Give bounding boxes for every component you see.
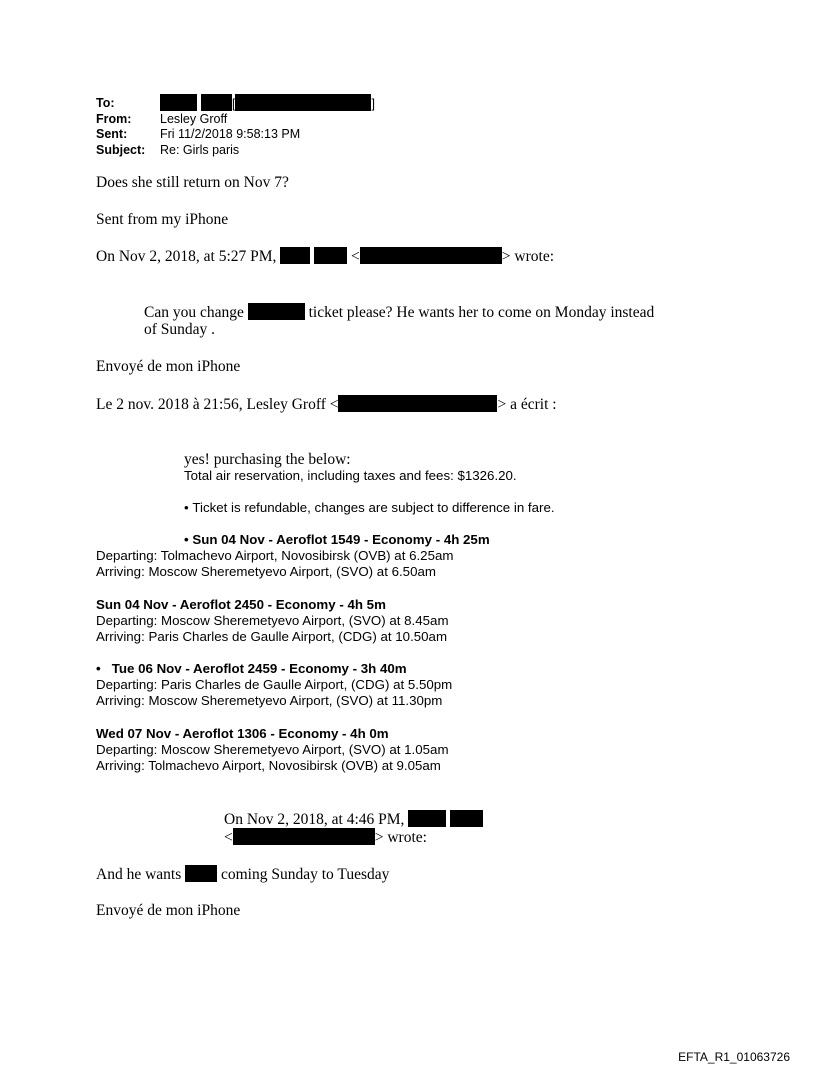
quote-header-suffix: > wrote: bbox=[374, 829, 427, 846]
flight-title: Sun 04 Nov - Aeroflot 2450 - Economy - 4h 5m bbox=[96, 597, 386, 612]
quote-header bbox=[96, 247, 554, 266]
flight-depart: Departing: Tolmachevo Airport, Novosibirsk (OVB) at 6.25am bbox=[96, 548, 454, 563]
lt-glyph: < bbox=[224, 829, 233, 846]
bullet: • bbox=[96, 661, 101, 676]
change-text-pre: Can you change bbox=[144, 304, 244, 321]
quote-header bbox=[96, 395, 557, 414]
wants-text-post: coming Sunday to Tuesday bbox=[221, 866, 390, 883]
message-line: Does she still return on Nov 7? bbox=[96, 174, 289, 191]
total-line: Total air reservation, including taxes and fees: $1326.20. bbox=[184, 468, 517, 483]
redaction-block bbox=[248, 303, 305, 320]
flight-title bbox=[96, 661, 407, 676]
message-line: yes! purchasing the below: bbox=[184, 451, 351, 468]
lt-glyph: < bbox=[351, 248, 360, 265]
bullet: • bbox=[184, 500, 189, 515]
redaction-block bbox=[450, 810, 483, 827]
flight-title-text: Tue 06 Nov - Aeroflot 2459 - Economy - 3h 40m bbox=[111, 661, 407, 676]
flight-title-text: Sun 04 Nov - Aeroflot 1549 - Economy - 4h 25m bbox=[192, 532, 490, 547]
bracket-open: [ bbox=[232, 97, 236, 111]
message-line: of Sunday . bbox=[144, 321, 216, 338]
redaction-block bbox=[235, 94, 371, 111]
flight-depart: Departing: Moscow Sheremetyevo Airport, (SVO) at 8.45am bbox=[96, 613, 449, 628]
quote-header-text: On Nov 2, 2018, at 4:46 PM, bbox=[224, 811, 405, 828]
flight-arrive: Arriving: Moscow Sheremetyevo Airport, (SVO) at 6.50am bbox=[96, 564, 436, 579]
document-id: EFTA_R1_01063726 bbox=[678, 1050, 790, 1064]
flight-arrive: Arriving: Moscow Sheremetyevo Airport, (SVO) at 11.30pm bbox=[96, 693, 443, 708]
refund-text: Ticket is refundable, changes are subject to difference in fare. bbox=[192, 500, 555, 515]
subject-label: Subject: bbox=[96, 143, 146, 157]
flight-depart: Departing: Moscow Sheremetyevo Airport, (SVO) at 1.05am bbox=[96, 742, 449, 757]
subject-value: Re: Girls paris bbox=[160, 143, 240, 157]
from-label: From: bbox=[96, 112, 132, 126]
flight-arrive: Arriving: Tolmachevo Airport, Novosibirsk (OVB) at 9.05am bbox=[96, 758, 441, 773]
redaction-block bbox=[360, 247, 502, 264]
change-text-post: ticket please? He wants her to come on Monday instead bbox=[308, 304, 655, 321]
message-line bbox=[96, 865, 389, 884]
flight-depart: Departing: Paris Charles de Gaulle Airport, (CDG) at 5.50pm bbox=[96, 677, 453, 692]
quote-header-suffix: > a écrit : bbox=[497, 396, 557, 413]
signature-line: Envoyé de mon iPhone bbox=[96, 902, 241, 919]
flight-title: Wed 07 Nov - Aeroflot 1306 - Economy - 4h 0m bbox=[96, 726, 389, 741]
redaction-block bbox=[408, 810, 446, 827]
quote-header-text: On Nov 2, 2018, at 5:27 PM, bbox=[96, 248, 277, 265]
signature-line: Envoyé de mon iPhone bbox=[96, 358, 241, 375]
redaction-block bbox=[160, 94, 197, 111]
from-value: Lesley Groff bbox=[160, 112, 228, 126]
refund-line bbox=[184, 500, 555, 515]
to-label: To: bbox=[96, 96, 115, 110]
quote-header-text: Le 2 nov. 2018 à 21:56, Lesley Groff < bbox=[96, 396, 339, 413]
flight-arrive: Arriving: Paris Charles de Gaulle Airport, (CDG) at 10.50am bbox=[96, 629, 448, 644]
quote-header-line2 bbox=[224, 828, 427, 847]
flight-title bbox=[184, 532, 490, 547]
redaction-block bbox=[338, 395, 497, 412]
to-value bbox=[160, 94, 375, 113]
bullet: • bbox=[184, 532, 189, 547]
message-line bbox=[144, 303, 654, 322]
quote-header-suffix: > wrote: bbox=[501, 248, 555, 265]
redaction-block bbox=[314, 247, 347, 264]
sent-value: Fri 11/2/2018 9:58:13 PM bbox=[160, 127, 301, 141]
redaction-block bbox=[280, 247, 310, 264]
redaction-block bbox=[233, 828, 375, 845]
quote-header bbox=[224, 810, 483, 829]
wants-text-pre: And he wants bbox=[96, 866, 182, 883]
redaction-block bbox=[201, 94, 232, 111]
redaction-block bbox=[185, 865, 217, 882]
signature-line: Sent from my iPhone bbox=[96, 211, 229, 228]
bracket-close: ] bbox=[371, 97, 375, 111]
sent-label: Sent: bbox=[96, 127, 128, 141]
